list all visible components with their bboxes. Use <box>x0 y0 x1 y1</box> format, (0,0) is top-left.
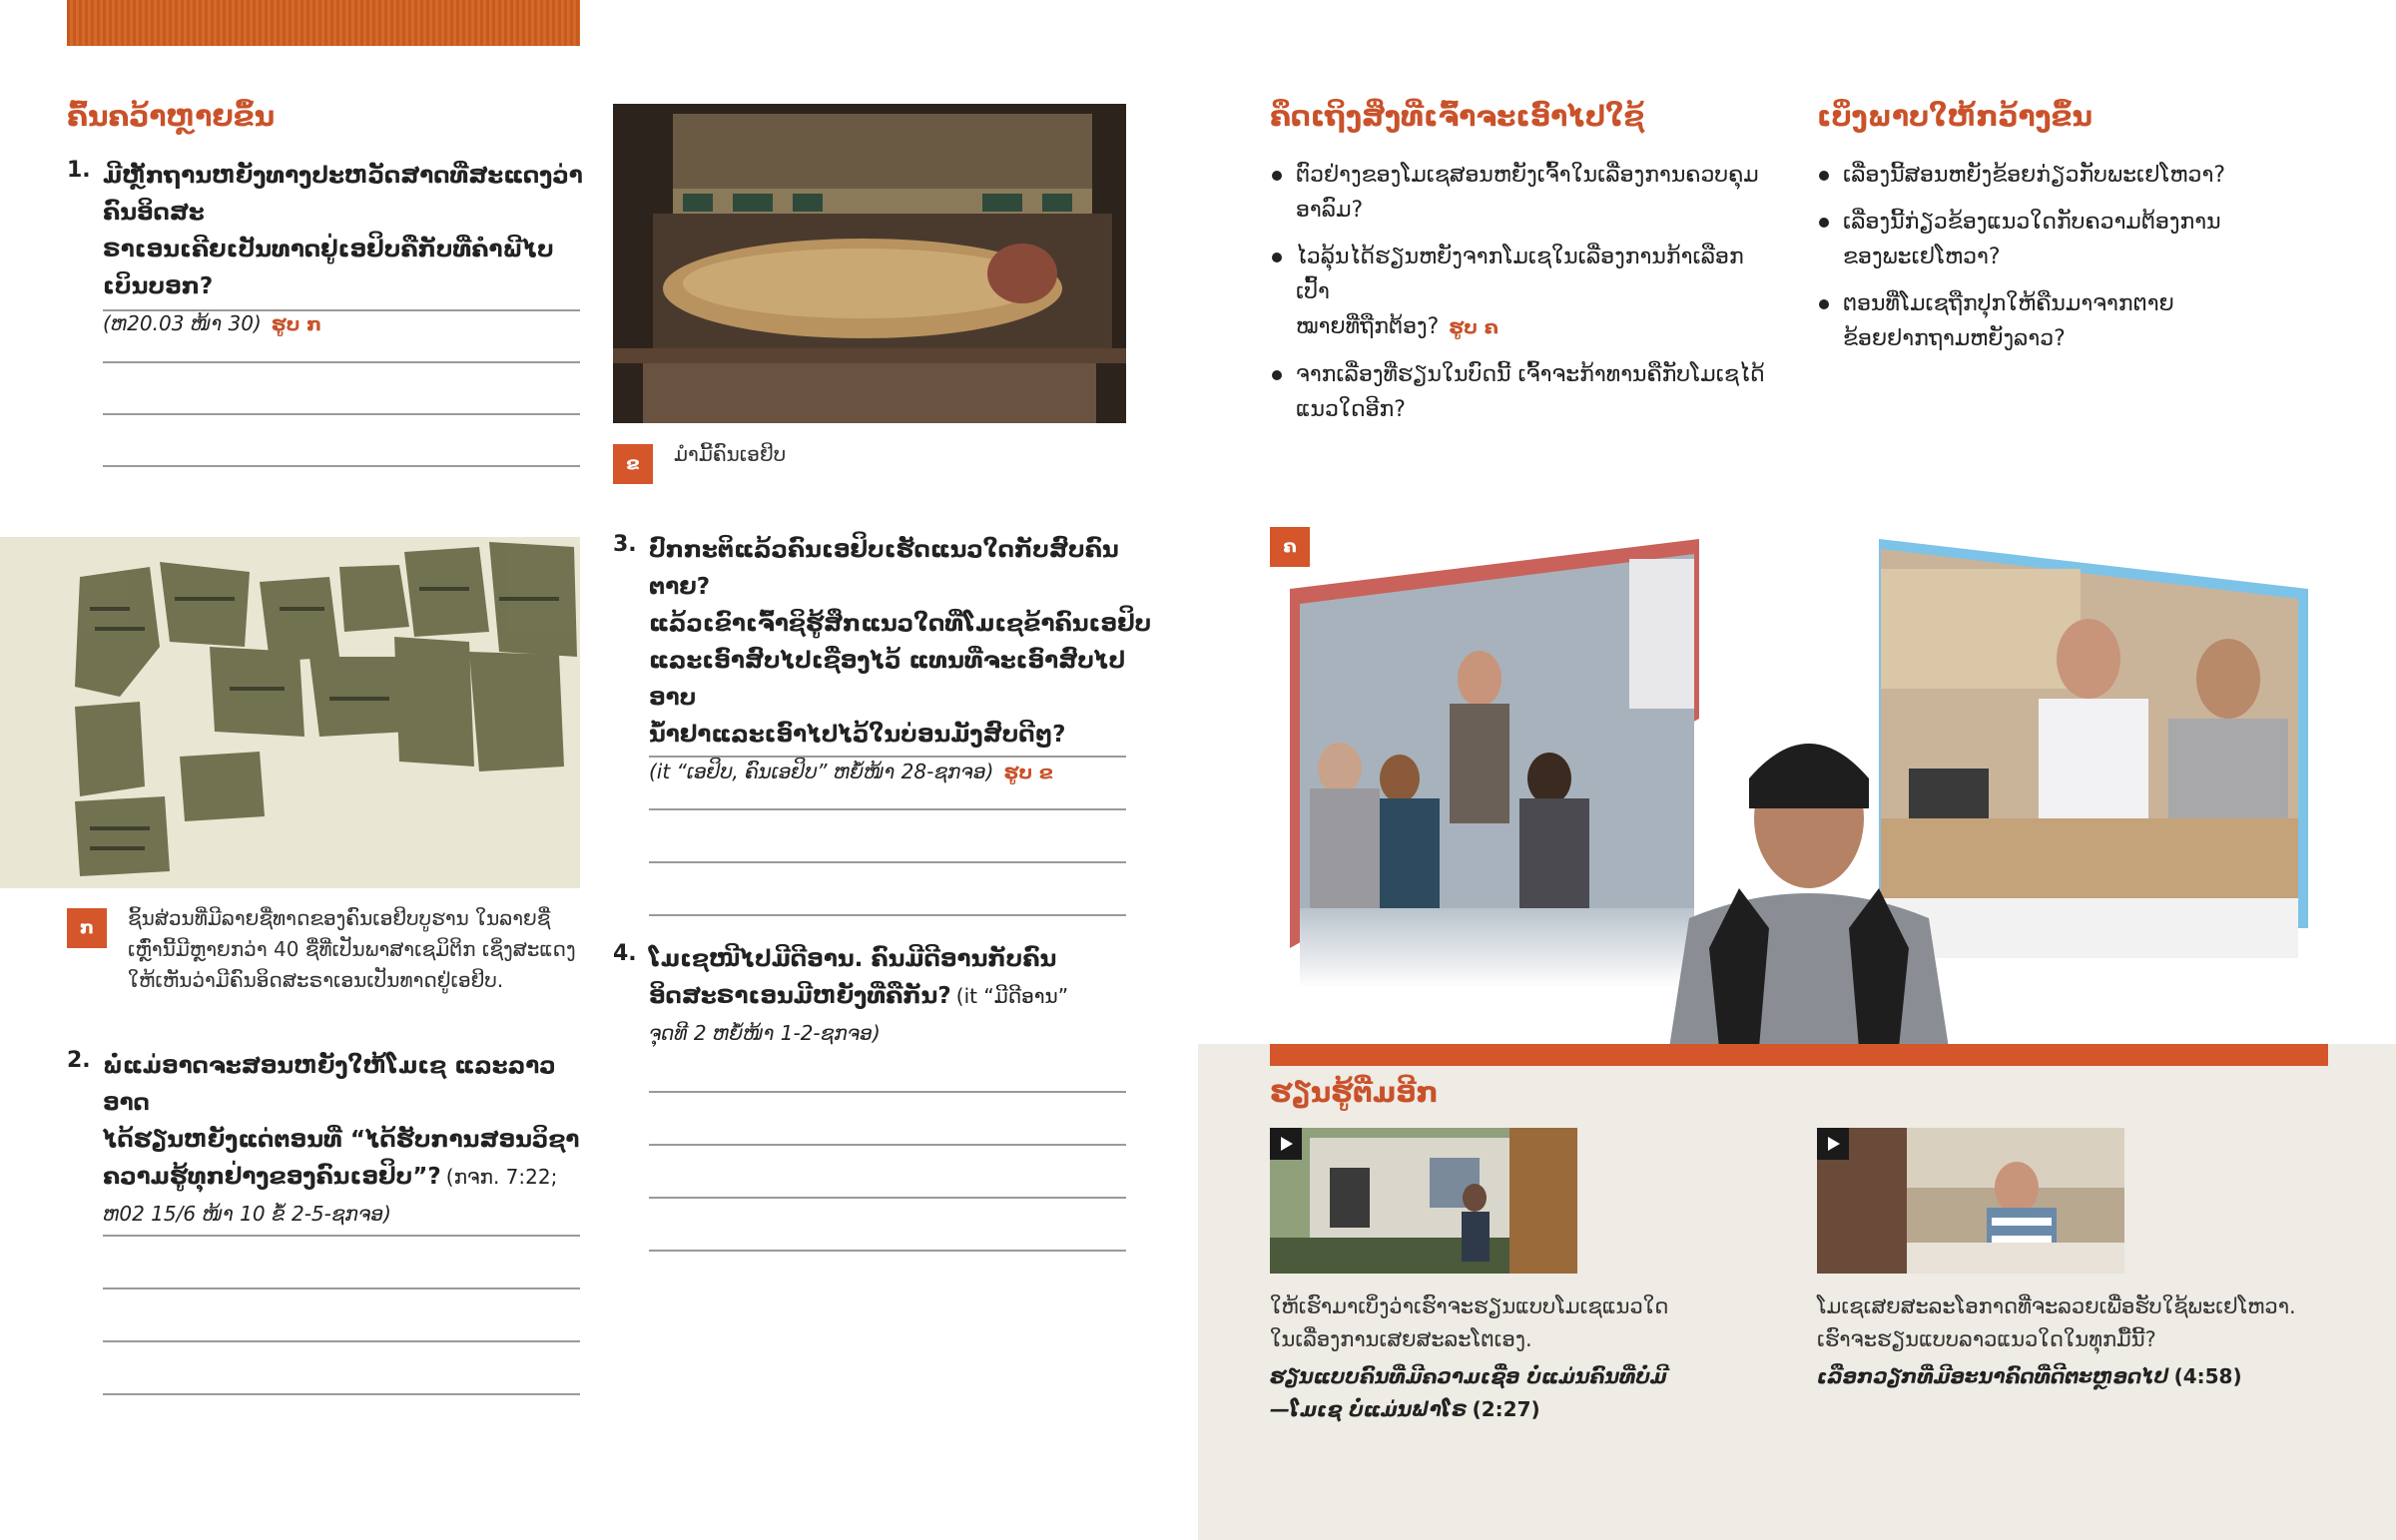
question-number: 4. <box>613 941 637 966</box>
writing-line[interactable] <box>103 361 580 363</box>
question-number: 1. <box>67 158 91 183</box>
question-text: ຄວາມຮູ້ທຸກຢ່າງຂອງຄົນເອຢິບ”? <box>103 1164 441 1190</box>
question-text: ປົກກະຕິແລ້ວຄົນເອຢິບເຮັດແນວໃດກັບສົບຄົນຕາຍ? <box>649 537 1119 600</box>
question-number: 2. <box>67 1048 91 1073</box>
writing-line[interactable] <box>649 914 1126 916</box>
writing-line[interactable] <box>103 1393 580 1395</box>
video-1-description: ໃຫ້ເຮົາມາເບິ່ງວ່າເຮົາຈະຮຽນແບບໂມເຊແນວໃດ ໃນເລື່ອງການເສຍສະລະໂຕເອງ. <box>1270 1294 1669 1351</box>
reference[interactable]: ຈຸດທີ 2 ຫຍໍ້ໜ້າ 1-2-ຊກຈອ) <box>649 1021 881 1045</box>
list-item: ຕົວຢ່າງຂອງໂມເຊສອນຫຍັງເຈົ້າໃນເລື່ອງການຄວບຄຸມ ອາລົມ? <box>1270 158 1769 228</box>
writing-line[interactable] <box>103 413 580 415</box>
question-text: ອິດສະຣາເອນມີຫຍັງທີ່ຄືກັນ? <box>649 983 951 1009</box>
list-item: ຕອນທີ່ໂມເຊຖືກປຸກໃຫ້ຄືນມາຈາກຕາຍ ຂ້ອຍຢາກຖາມຫຍັງລາວ? <box>1817 286 2276 356</box>
apply-heading: ຄຶດເຖິງສິ່ງທີ່ເຈົ້າຈະເອົາໄປໃຊ້ <box>1270 100 1645 133</box>
question-text: ໂມເຊໜີໄປມີດີອານ. ຄົນມີດີອານກັບຄົນ <box>649 946 1057 972</box>
list-item: ເລື່ອງນີ້ສອນຫຍັງຂ້ອຍກ່ຽວກັບພະເຢໂຫວາ? <box>1817 158 2276 193</box>
image-link-c[interactable]: ຮູບ ຄ <box>1449 316 1498 338</box>
papyrus-image <box>0 537 580 888</box>
image-link-a[interactable]: ຮູບ ກ <box>271 313 322 335</box>
question-text: ແລະເອົາສົບໄປເຊື່ອງໄວ້ ແທນທີ່ຈະເອົາສົບໄປອາບ <box>649 648 1126 711</box>
list-item: ໄວລຸ້ນໄດ້ຮຽນຫຍັງຈາກໂມເຊໃນເລື່ອງການກ້າເລືອກເປົ້າ ໝາຍທີ່ຖືກຕ້ອງ? ຮູບ ຄ <box>1270 240 1769 345</box>
reference[interactable]: (it “ມີດີອານ” <box>955 984 1069 1008</box>
caption-badge-a: ກ <box>67 908 107 948</box>
writing-line[interactable] <box>649 1250 1126 1252</box>
writing-line[interactable] <box>649 808 1126 810</box>
question-2 <box>67 1048 586 1233</box>
research-heading: ຄົ້ນຄວ້າຫຼາຍຂຶ້ນ <box>67 100 276 133</box>
list-item: ເລື່ອງນີ້ກ່ຽວຂ້ອງແນວໃດກັບຄວາມຕ້ອງການ ຂອງພະເຢໂຫວາ? <box>1817 205 2276 274</box>
caption-badge-b: ຂ <box>613 444 653 484</box>
question-3 <box>613 532 1152 791</box>
question-1 <box>67 158 586 343</box>
image-link-b[interactable]: ຮູບ ຂ <box>1003 762 1053 783</box>
video-duration: (4:58) <box>2173 1364 2242 1388</box>
writing-line[interactable] <box>649 1144 1126 1146</box>
writing-line[interactable] <box>103 1235 580 1237</box>
mummy-caption: ມຳມີ້ຄົນເອຢິບ <box>674 442 787 466</box>
question-text: ນ້ຳຢາແລະເອົາໄປໄວ້ໃນບ່ອນມັງສົບດີໆ? <box>649 722 1066 748</box>
writing-line[interactable] <box>649 1091 1126 1093</box>
learn-more-heading: ຮຽນຮູ້ຕື່ມອີກ <box>1270 1076 1439 1109</box>
video-1-title[interactable]: ຮຽນແບບຄົນທີ່ມີຄວາມເຊື່ອ ບໍ່ແມ່ນຄົນທີ່ບໍ່ມີ —ໂມເຊ ບໍ່ແມ່ນຟາໂຣ (2:27) <box>1270 1364 1667 1421</box>
video-2-title[interactable]: ເລືອກວຽກທີ່ມີອະນາຄົດທີ່ດີຕະຫຼອດໄປ (4:58) <box>1817 1364 2242 1388</box>
list-item: ຈາກເລື່ອງທີ່ຮຽນໃນບົດນີ້ ເຈົ້າຈະກ້າທານຄືກັບໂມເຊໄດ້ ແນວໃດອີກ? <box>1270 357 1769 427</box>
question-text: ຣາເອນເຄີຍເປັນທາດຢູ່ເອຢິບຄືກັບທີ່ຄຳພີໄບເບິນບອກ? <box>103 237 554 299</box>
writing-line[interactable] <box>649 756 1126 758</box>
top-decor-strip <box>67 0 580 46</box>
reference[interactable]: (ກຈກ. 7:22; <box>445 1165 558 1189</box>
question-4 <box>613 941 1152 1052</box>
writing-line[interactable] <box>103 309 580 311</box>
video-thumbnail-1[interactable] <box>1270 1128 1577 1274</box>
writing-line[interactable] <box>649 1197 1126 1199</box>
writing-line[interactable] <box>103 1287 580 1289</box>
question-text: ແລ້ວເຂົາເຈົ້າຊິຮູ້ສຶກແນວໃດທີ່ໂມເຊຂ້າຄົນເອຢິບ <box>649 611 1152 637</box>
question-text: ມີຫຼັກຖານຫຍັງທາງປະຫວັດສາດທີ່ສະແດງວ່າຄົນອິດສະ <box>103 163 583 226</box>
papyrus-caption: ຊິ້ນສ່ວນທີ່ມີລາຍຊື່ທາດຂອງຄົນເອຢິບບູຮານ ໃນລາຍຊື່ ເຫຼົ່ານີ້ມີຫຼາຍກວ່າ 40 ຊື່ທີ່ເປັນພາສາເຊມິຕິກ ເຊິ່ງສະແດງ ໃຫ້ເຫັນວ່າມີຄົນອິດສະຣາເອນເປັນທາດຢູ່ເອຢິບ. <box>128 906 576 992</box>
writing-line[interactable] <box>103 465 580 467</box>
reference[interactable]: (ຫ20.03 ໜ້າ 30) <box>103 311 262 335</box>
play-icon[interactable] <box>1817 1128 1849 1160</box>
video-duration: (2:27) <box>1472 1397 1540 1421</box>
caption-badge-c: ຄ <box>1270 527 1310 567</box>
apply-list <box>1270 158 1769 439</box>
video-2-description: ໂມເຊເສຍສະລະໂອກາດທີ່ຈະລວຍເພື່ອຮັບໃຊ້ພະເຢໂຫວາ. ເຮົາຈະຮຽນແບບລາວແນວໃດໃນທຸກມື້ນີ້? <box>1817 1294 2296 1351</box>
question-text: ພໍ່ແມ່ອາດຈະສອນຫຍັງໃຫ້ໂມເຊ ແລະລາວອາດ <box>103 1053 556 1116</box>
writing-line[interactable] <box>103 1340 580 1342</box>
career-choice-illustration <box>1270 529 2328 1048</box>
bigger-picture-heading: ເບິ່ງພາບໃຫ້ກວ້າງຂຶ້ນ <box>1817 100 2093 133</box>
bigger-picture-list <box>1817 158 2276 368</box>
writing-line[interactable] <box>649 861 1126 863</box>
learn-more-band <box>1270 1044 2328 1066</box>
reference[interactable]: (it “ເອຢິບ, ຄົນເອຢິບ” ຫຍໍ້ໜ້າ 28-ຊກຈອ) <box>649 760 994 783</box>
reference[interactable]: ຫ02 15/6 ໜ້າ 10 ຂໍ້ 2-5-ຊກຈອ) <box>103 1202 391 1226</box>
video-thumbnail-2[interactable] <box>1817 1128 2124 1274</box>
question-text: ໄດ້ຮຽນຫຍັງແດ່ຕອນທີ່ “ໄດ້ຮັບການສອນວິຊາ <box>103 1127 580 1153</box>
question-number: 3. <box>613 532 637 557</box>
mummy-image <box>613 104 1126 423</box>
play-icon[interactable] <box>1270 1128 1302 1160</box>
